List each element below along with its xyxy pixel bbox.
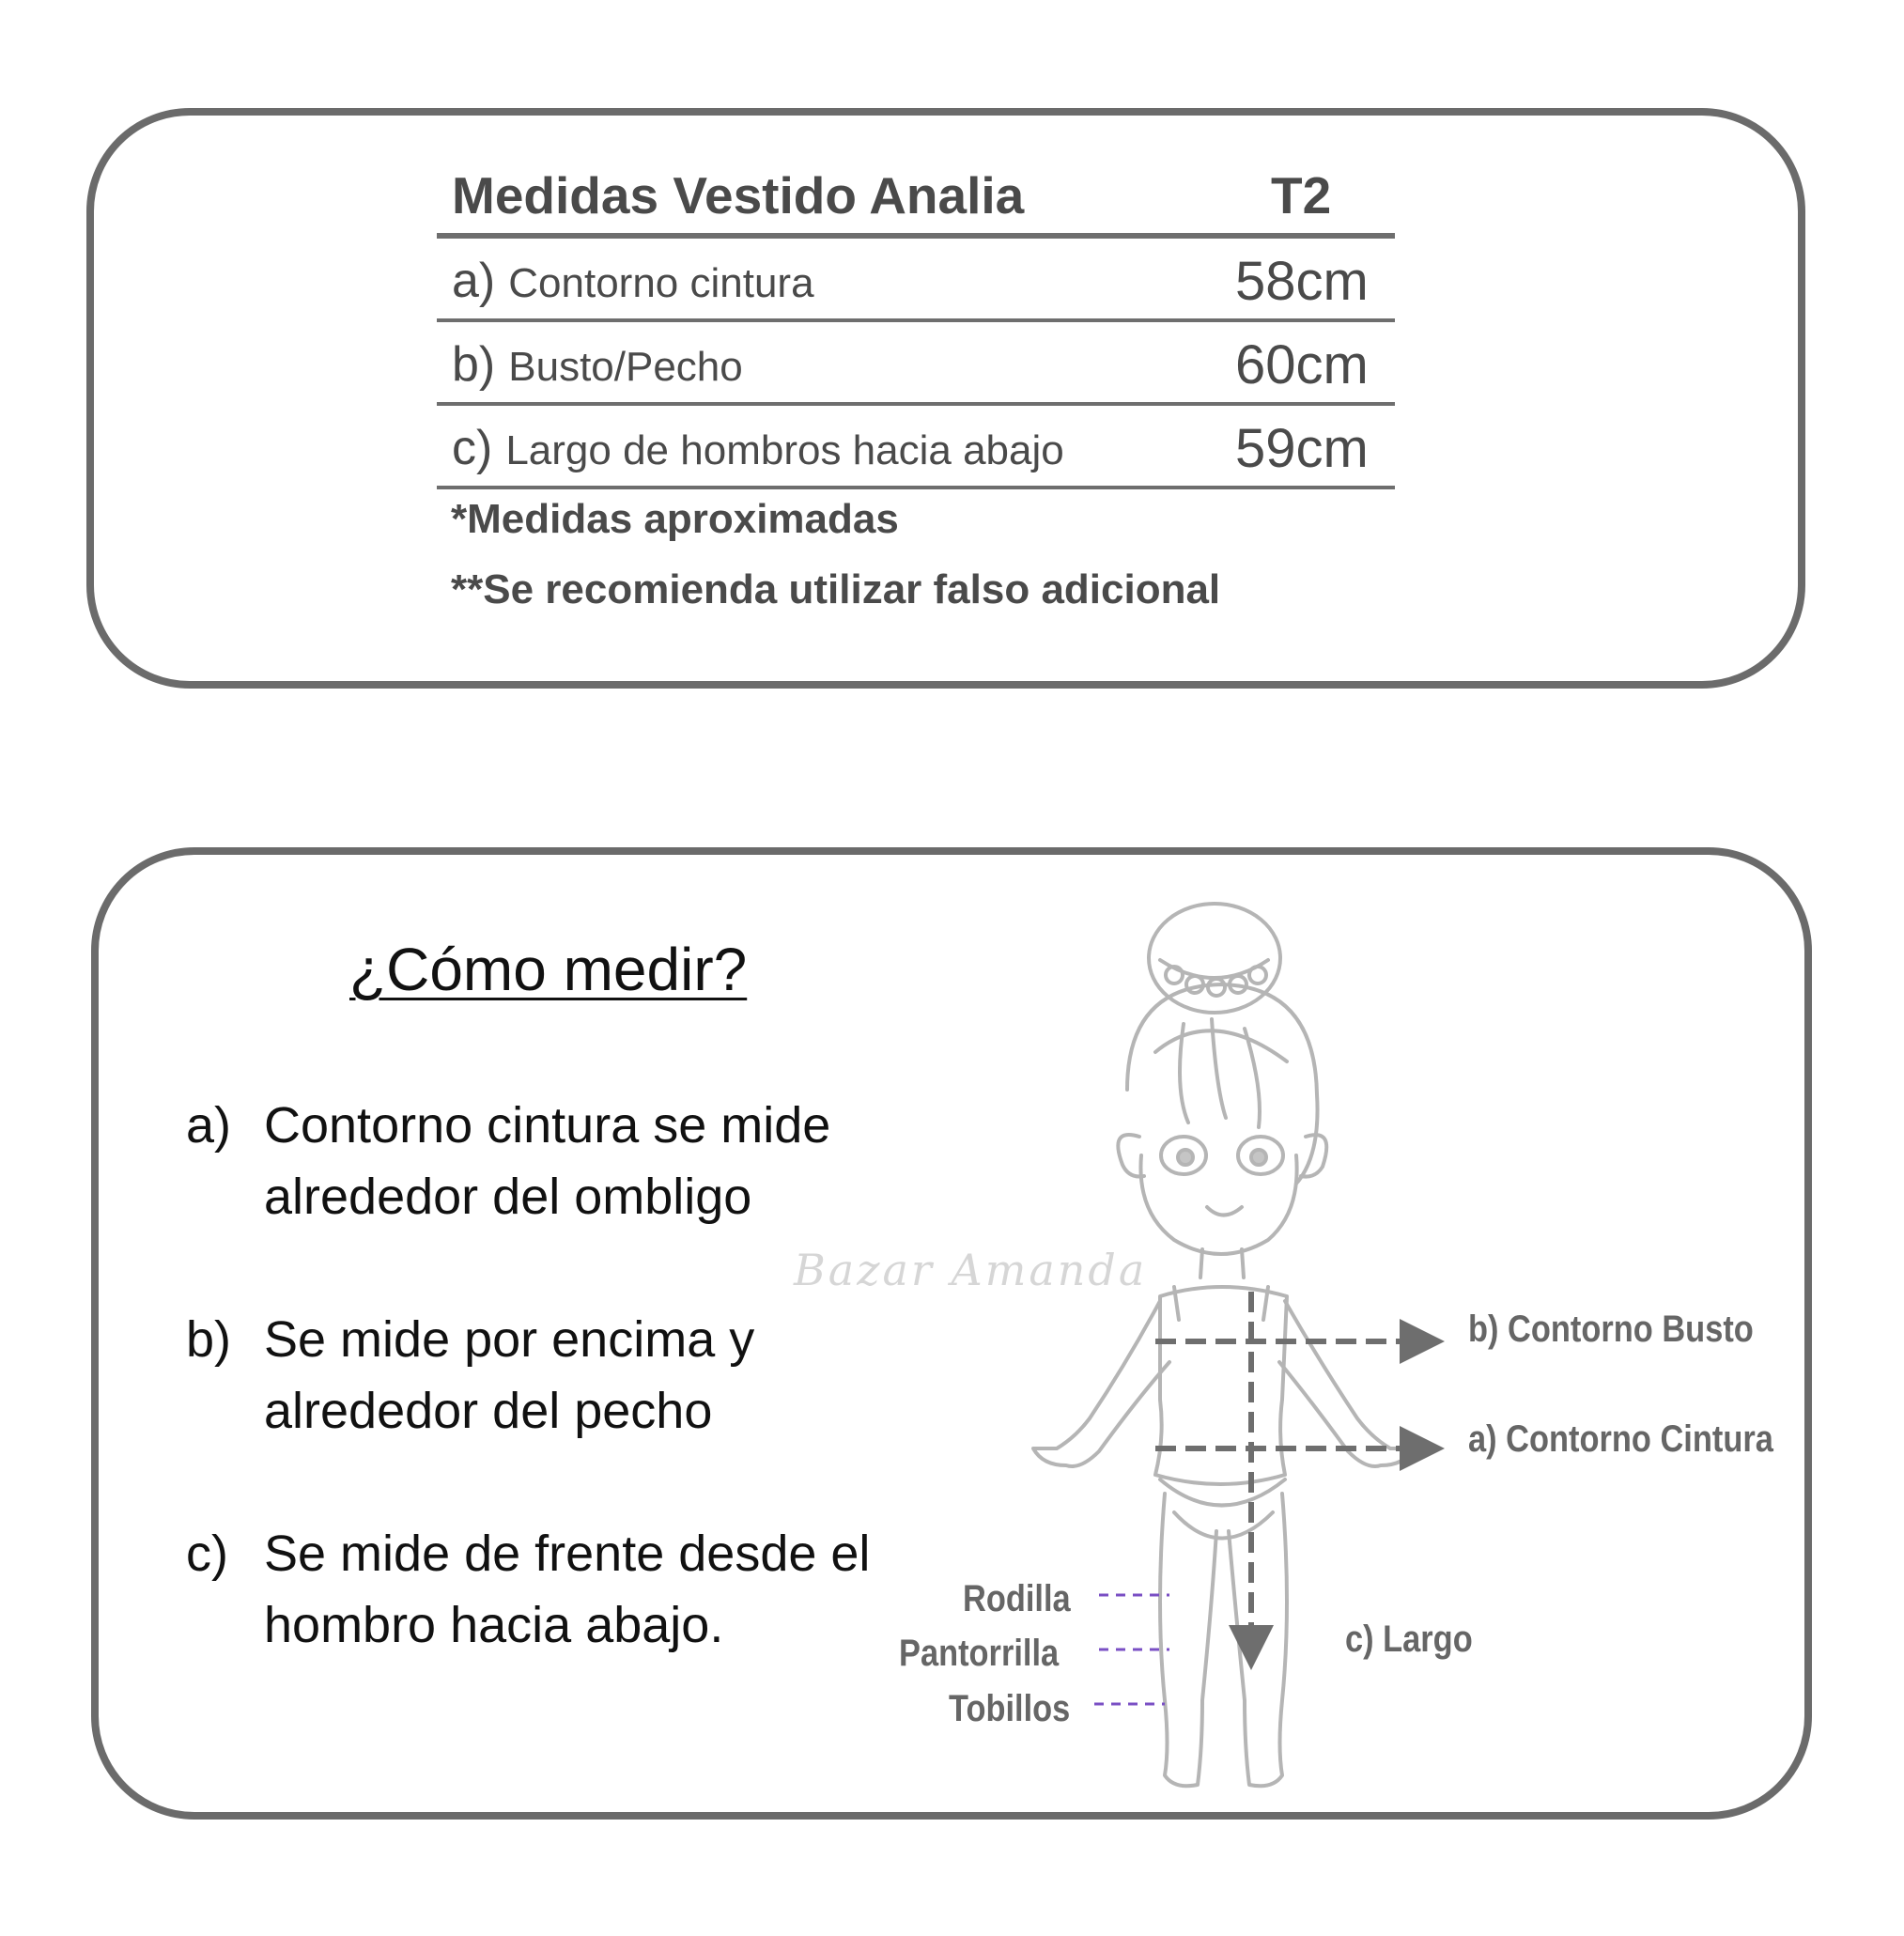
row-letter: a): [452, 254, 496, 308]
step-text: Contorno cintura se mide alrededor del ombligo: [264, 1097, 831, 1225]
step-letter: a): [186, 1097, 232, 1154]
row-text: Busto/Pecho: [508, 344, 743, 390]
size-table: [437, 160, 1395, 489]
row-value: 58cm: [1235, 251, 1369, 312]
step-letter: c): [186, 1526, 228, 1582]
table-row: [437, 406, 1395, 489]
row-text: Contorno cintura: [508, 260, 814, 306]
howto-title: ¿Cómo medir?: [349, 936, 748, 1003]
measurement-guides: [1155, 1292, 1428, 1653]
table-header-row: [437, 160, 1395, 239]
row-label: [452, 420, 1064, 476]
leg-guides: [1094, 1595, 1169, 1704]
note-approximate: *Medidas aproximadas: [451, 496, 899, 542]
calf-label: Pantorrilla: [899, 1633, 1060, 1674]
table-row: [437, 322, 1395, 406]
step-text: Se mide por encima y alrededor del pecho: [264, 1311, 755, 1439]
table-row: [437, 239, 1395, 322]
waist-label: a) Contorno Cintura: [1468, 1418, 1773, 1460]
ankle-label: Tobillos: [949, 1688, 1071, 1729]
watermark-logo: Bazar Amanda: [794, 1245, 1148, 1295]
note-recommendation: **Se recomienda utilizar falso adicional: [451, 566, 1221, 612]
row-text: Largo de hombros hacia abajo: [505, 427, 1064, 473]
knee-label: Rodilla: [963, 1578, 1071, 1619]
step-letter: b): [186, 1311, 232, 1368]
row-letter: c): [452, 421, 493, 475]
row-value: 60cm: [1235, 334, 1369, 395]
size-column-header: T2: [1271, 166, 1332, 225]
row-label: [452, 253, 814, 309]
step-text: Se mide de frente desde el hombro hacia abajo.: [264, 1526, 871, 1653]
table-title: Medidas Vestido Analia: [452, 166, 1025, 225]
bust-label: b) Contorno Busto: [1468, 1309, 1754, 1350]
row-value: 59cm: [1235, 418, 1369, 479]
length-label: c) Largo: [1345, 1618, 1473, 1660]
row-label: [452, 336, 743, 393]
row-letter: b): [452, 337, 496, 392]
